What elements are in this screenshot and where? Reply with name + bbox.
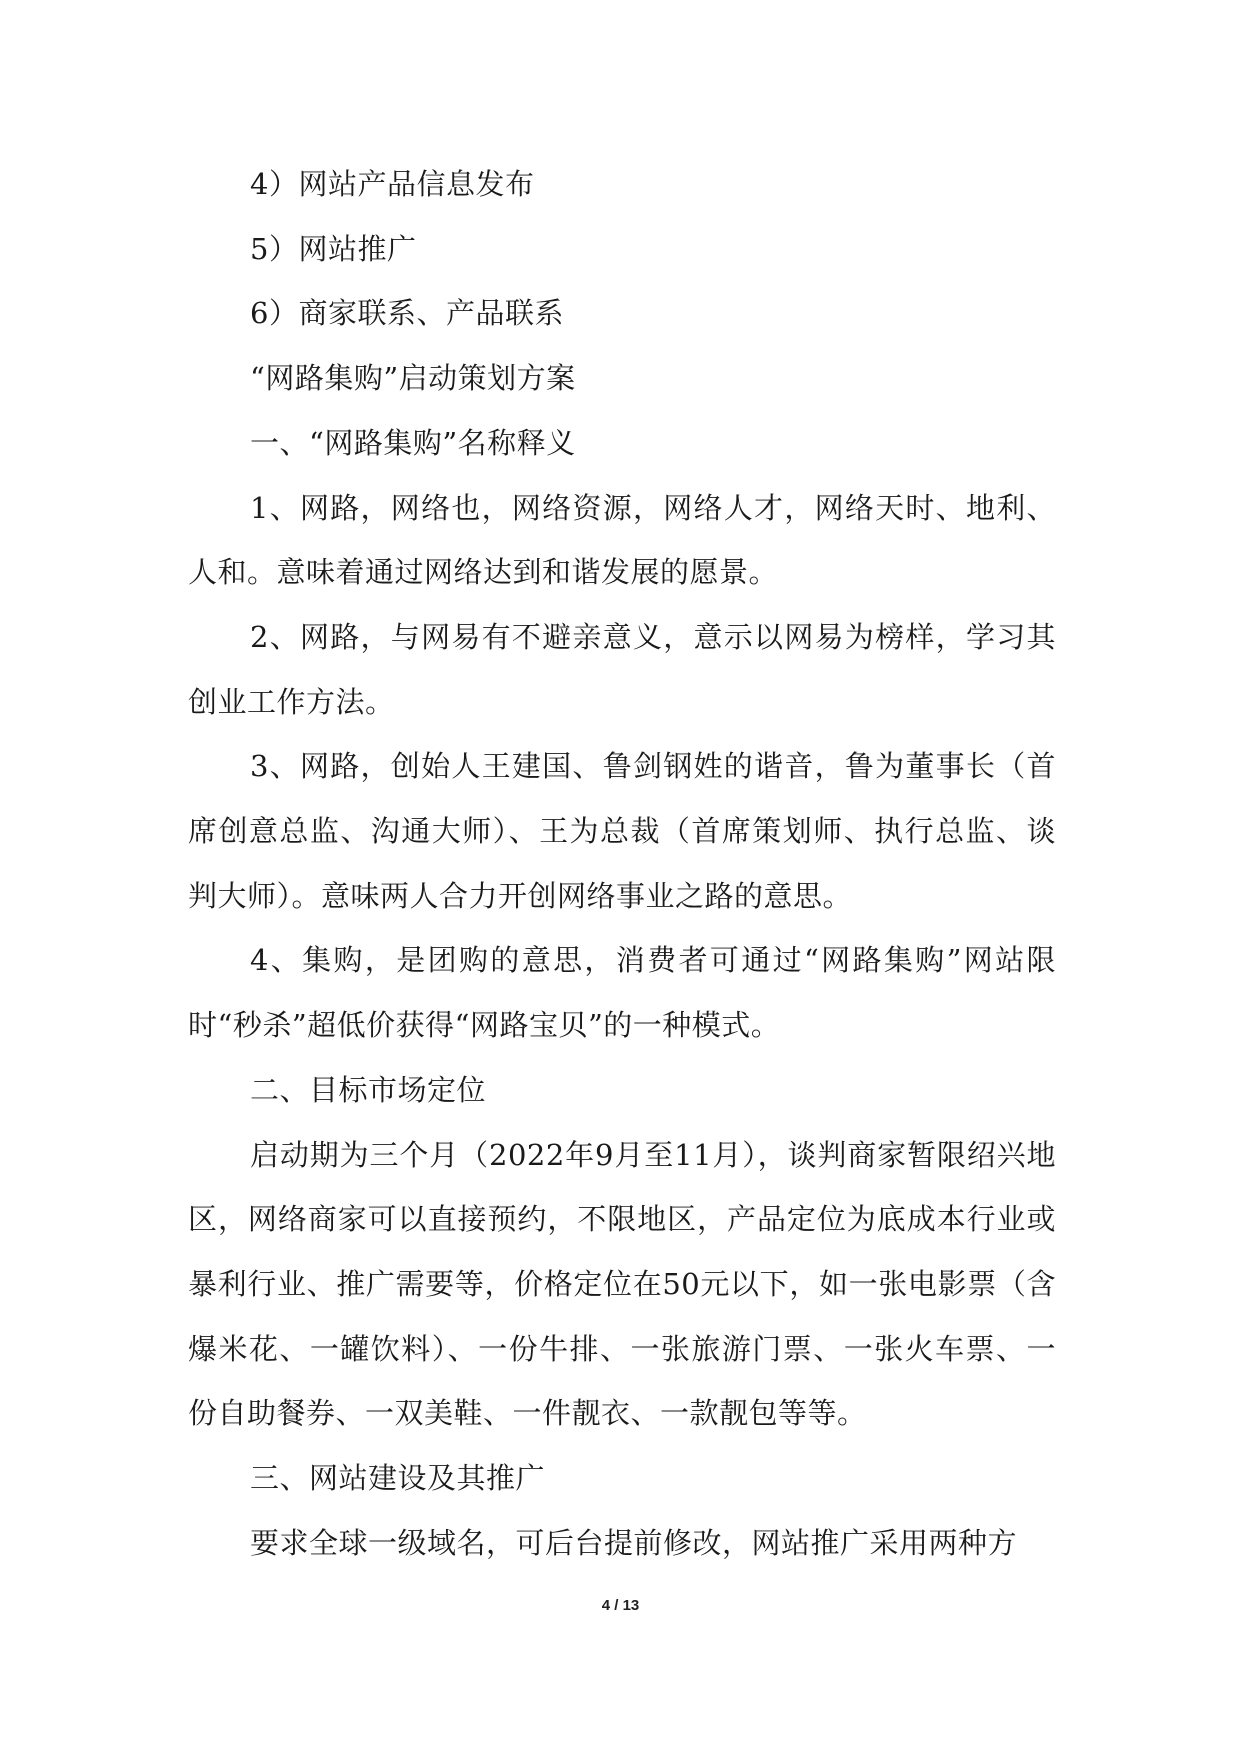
page-number: 4 / 13 — [601, 1597, 640, 1614]
paragraph: 3、网路，创始人王建国、鲁剑钢姓的谐音，鲁为董事长（首席创意总监、沟通大师）、王为总裁（首席策划师、执行总监、谈判大师）。意味两人合力开创网络事业之路的意思。 — [188, 749, 1056, 913]
paragraph: 要求全球一级域名，可后台提前修改，网站推广采用两种方 — [250, 1525, 1018, 1560]
paragraph: 6）商家联系、产品联系 — [250, 296, 564, 331]
paragraph: 1、网路，网络也，网络资源，网络人才，网络天时、地利、人和。意味着通过网络达到和谐发展的愿景。 — [188, 490, 1056, 590]
section-heading: 一、“网路集购”名称释义 — [250, 425, 576, 460]
paragraph: 2、网路，与网易有不避亲意义，意示以网易为榜样，学习其创业工作方法。 — [188, 619, 1056, 719]
paragraph: 5）网站推广 — [250, 231, 417, 266]
document-body — [188, 152, 1056, 1575]
paragraph: 启动期为三个月（2022年9月至11月），谈判商家暂限绍兴地区，网络商家可以直接预约，不限地区，产品定位为底成本行业或暴利行业、推广需要等，价格定位在50元以下，如一张电影票（含爆米花、一罐饮料）、一份牛排、一张旅游门票、一张火车票、一份自助餐券、一双美鞋、一件靓衣、一款靓包等等。 — [188, 1137, 1056, 1431]
section-heading: 二、目标市场定位 — [250, 1072, 487, 1107]
section-heading: 三、网站建设及其推广 — [250, 1461, 546, 1496]
paragraph: 4）网站产品信息发布 — [250, 167, 535, 201]
paragraph: 4、集购，是团购的意思，消费者可通过“网路集购”网站限时“秒杀”超低价获得“网路宝贝”的一种模式。 — [188, 943, 1056, 1043]
section-title: “网路集购”启动策划方案 — [250, 361, 576, 396]
